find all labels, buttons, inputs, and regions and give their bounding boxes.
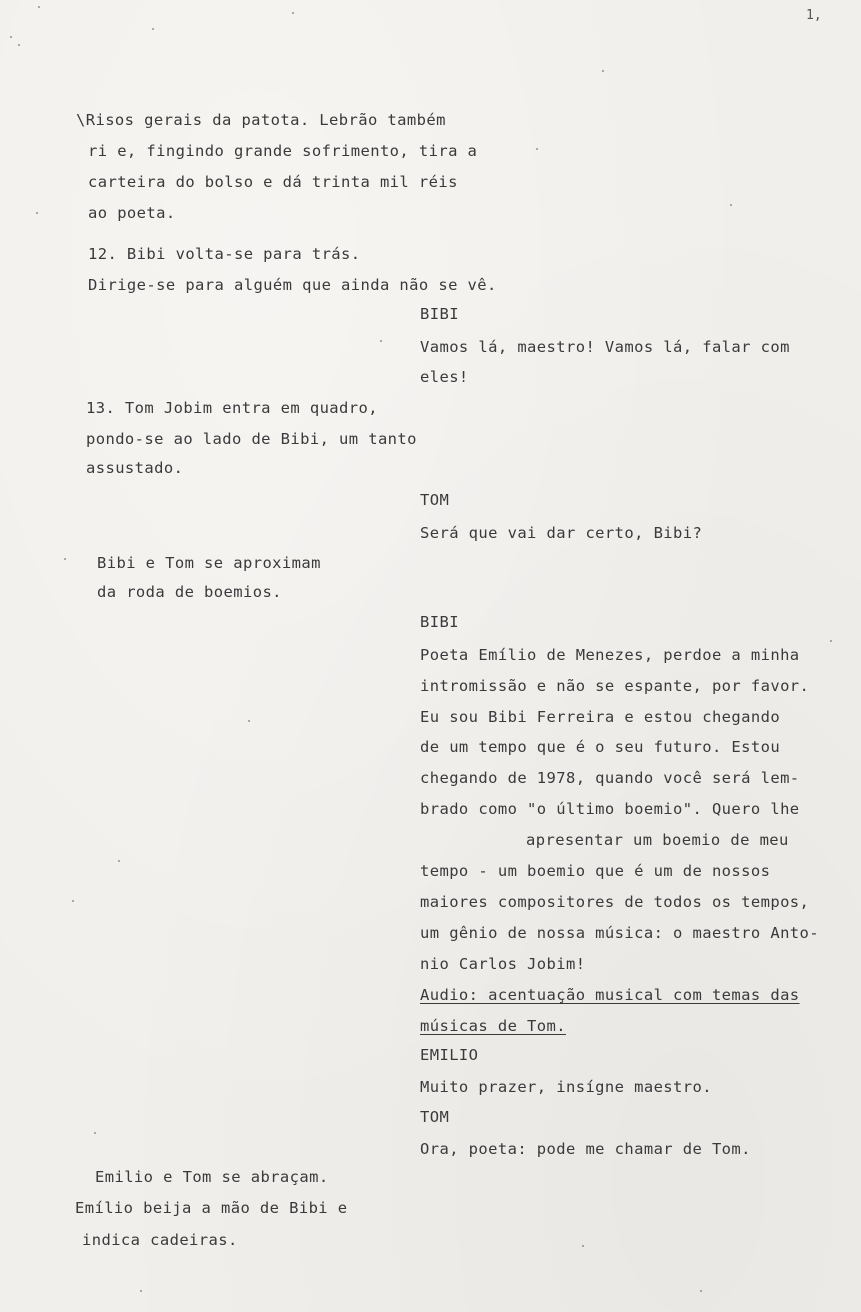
direction-line: \Risos gerais da patota. Lebrão também <box>76 111 446 129</box>
paper-speck <box>730 204 732 206</box>
dialogue-line: eles! <box>420 368 469 386</box>
dialogue-line: Muito prazer, insígne maestro. <box>420 1078 712 1096</box>
paper-speck <box>700 1290 702 1292</box>
paper-speck <box>536 148 538 150</box>
direction-line: assustado. <box>86 459 184 477</box>
page-number: 1, <box>806 8 822 23</box>
direction-line: indica cadeiras. <box>82 1231 238 1249</box>
paper-speck <box>582 1245 584 1247</box>
paper-speck <box>38 6 40 8</box>
paper-speck <box>94 1132 96 1134</box>
direction-line: da roda de boemios. <box>97 583 282 601</box>
direction-line: ao poeta. <box>88 204 176 222</box>
dialogue-line: apresentar um boemio de meu <box>526 831 789 849</box>
scene-13-line: 13. Tom Jobim entra em quadro, <box>86 399 378 417</box>
dialogue-line: chegando de 1978, quando você será lem- <box>420 769 800 787</box>
speaker-bibi: BIBI <box>420 305 459 323</box>
direction-line: Bibi e Tom se aproximam <box>97 554 321 572</box>
dialogue-line: intromissão e não se espante, por favor. <box>420 677 810 695</box>
dialogue-line: Ora, poeta: pode me chamar de Tom. <box>420 1140 751 1158</box>
dialogue-line: Vamos lá, maestro! Vamos lá, falar com <box>420 338 790 356</box>
paper-speck <box>152 28 154 30</box>
speaker-bibi: BIBI <box>420 613 459 631</box>
paper-speck <box>118 860 120 862</box>
direction-line: ri e, fingindo grande sofrimento, tira a <box>88 142 478 160</box>
paper-speck <box>140 1290 142 1292</box>
audio-cue-line: Audio: acentuação musical com temas das <box>420 986 800 1004</box>
paper-speck <box>380 340 382 342</box>
direction-line: Emilio e Tom se abraçam. <box>95 1168 329 1186</box>
dialogue-line: brado como "o último boemio". Quero lhe <box>420 800 800 818</box>
dialogue-line: Eu sou Bibi Ferreira e estou chegando <box>420 708 781 726</box>
paper-speck <box>72 900 74 902</box>
paper-speck <box>830 640 832 642</box>
paper-speck <box>602 70 604 72</box>
speaker-emilio: EMILIO <box>420 1046 479 1064</box>
dialogue-line: Poeta Emílio de Menezes, perdoe a minha <box>420 646 800 664</box>
dialogue-line: tempo - um boemio que é um de nossos <box>420 862 771 880</box>
speaker-tom: TOM <box>420 491 450 509</box>
scene-12-line: 12. Bibi volta-se para trás. <box>88 245 361 263</box>
dialogue-line: Será que vai dar certo, Bibi? <box>420 524 703 542</box>
speaker-tom: TOM <box>420 1108 450 1126</box>
paper-speck <box>292 12 294 14</box>
dialogue-line: um gênio de nossa música: o maestro Anto- <box>420 924 820 942</box>
audio-cue-line: músicas de Tom. <box>420 1017 566 1035</box>
direction-line: Emílio beija a mão de Bibi e <box>75 1199 348 1217</box>
paper-speck <box>64 558 66 560</box>
paper-speck <box>248 720 250 722</box>
paper-speck <box>18 44 20 46</box>
paper-speck <box>10 36 12 38</box>
direction-line: pondo-se ao lado de Bibi, um tanto <box>86 430 417 448</box>
direction-line: Dirige-se para alguém que ainda não se vê. <box>88 276 497 294</box>
dialogue-line: de um tempo que é o seu futuro. Estou <box>420 738 781 756</box>
dialogue-line: nio Carlos Jobim! <box>420 955 586 973</box>
direction-line: carteira do bolso e dá trinta mil réis <box>88 173 458 191</box>
paper-speck <box>36 212 38 214</box>
dialogue-line: maiores compositores de todos os tempos, <box>420 893 810 911</box>
